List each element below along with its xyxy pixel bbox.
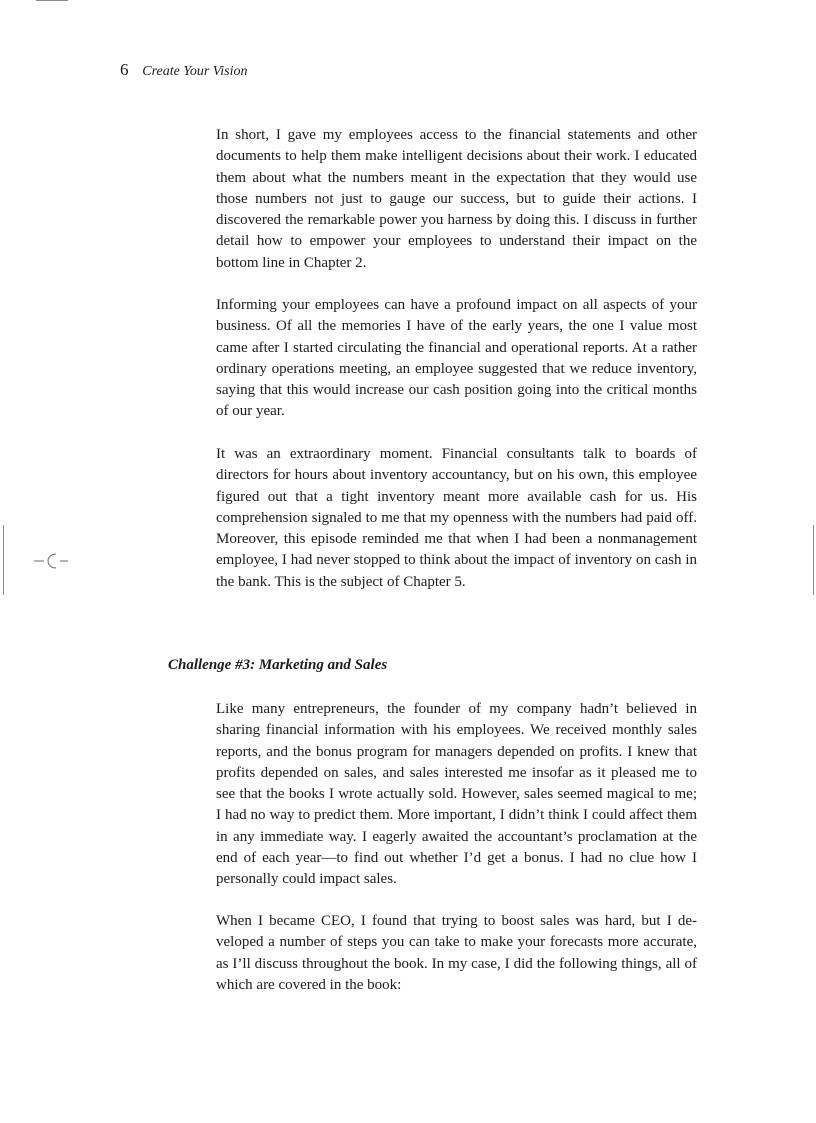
body-paragraph: Informing your employees can have a profound impact on all aspects of your business. Of all the memories I have of the early years, the one I value most came after I started circulating the financial and operational reports. At a rather ordinary operations meeting, an employee suggested that we reduce inventory, saying that this would increase our cash position going into the critical months of our year. (216, 297, 697, 420)
body-paragraph: When I became CEO, I found that trying to boost sales was hard, but I developed a number of steps you can take to make your forecasts more accurate, as I’ll discuss throughout the book. In my case, I did the following things, all of which are covered in the book: (216, 913, 697, 993)
section-heading: Challenge #3: Marketing and Sales (168, 657, 388, 673)
running-head (120, 60, 248, 80)
running-title: Create Your Vision (142, 64, 248, 79)
body-paragraph: In short, I gave my employees access to the financial statements and other documents to help them make intelligent decisions about their work. I educated them about what the numbers meant in the expectation that they would use those numbers not just to gauge our success, but to guide their actions. I discovered the remarkable power you harness by doing this. I discuss in further detail how to empower your employees to understand their impact on the bottom line in Chapter 2. (216, 127, 697, 271)
registration-line-right (813, 525, 814, 595)
registration-line-left (3, 525, 4, 595)
body-paragraph: It was an extraordinary moment. Financial consultants talk to boards of directors for hours about inventory accountancy, but on his own, this employee figured out that a tight inventory meant more available cash for us. His comprehension signaled to me that my openness with the numbers had paid off. Moreover, this episode reminded me that when I had been a nonmanagement employee, I had never stopped to think about the impact of inventory on cash in the bank. This is the subject of Chapter 5. (216, 446, 697, 590)
crop-mark-top (36, 0, 68, 1)
body-paragraph: Like many entrepreneurs, the founder of my company hadn’t believed in sharing financial information with his employees. We received monthly sales reports, and the bonus program for managers depended on profits. I knew that profits depended on sales, and sales interested me insofar as it pleased me to see that the books I wrote actually sold. However, sales seemed magical to me; I had no way to predict them. More important, I didn’t think I could affect them in any immediate way. I eagerly awaited the accountant’s proclamation at the end of each year—to find out whether I’d get a bonus. I had no clue how I personally could impact sales. (216, 701, 697, 888)
page-number: 6 (120, 60, 129, 79)
registration-mark-icon (32, 551, 72, 571)
